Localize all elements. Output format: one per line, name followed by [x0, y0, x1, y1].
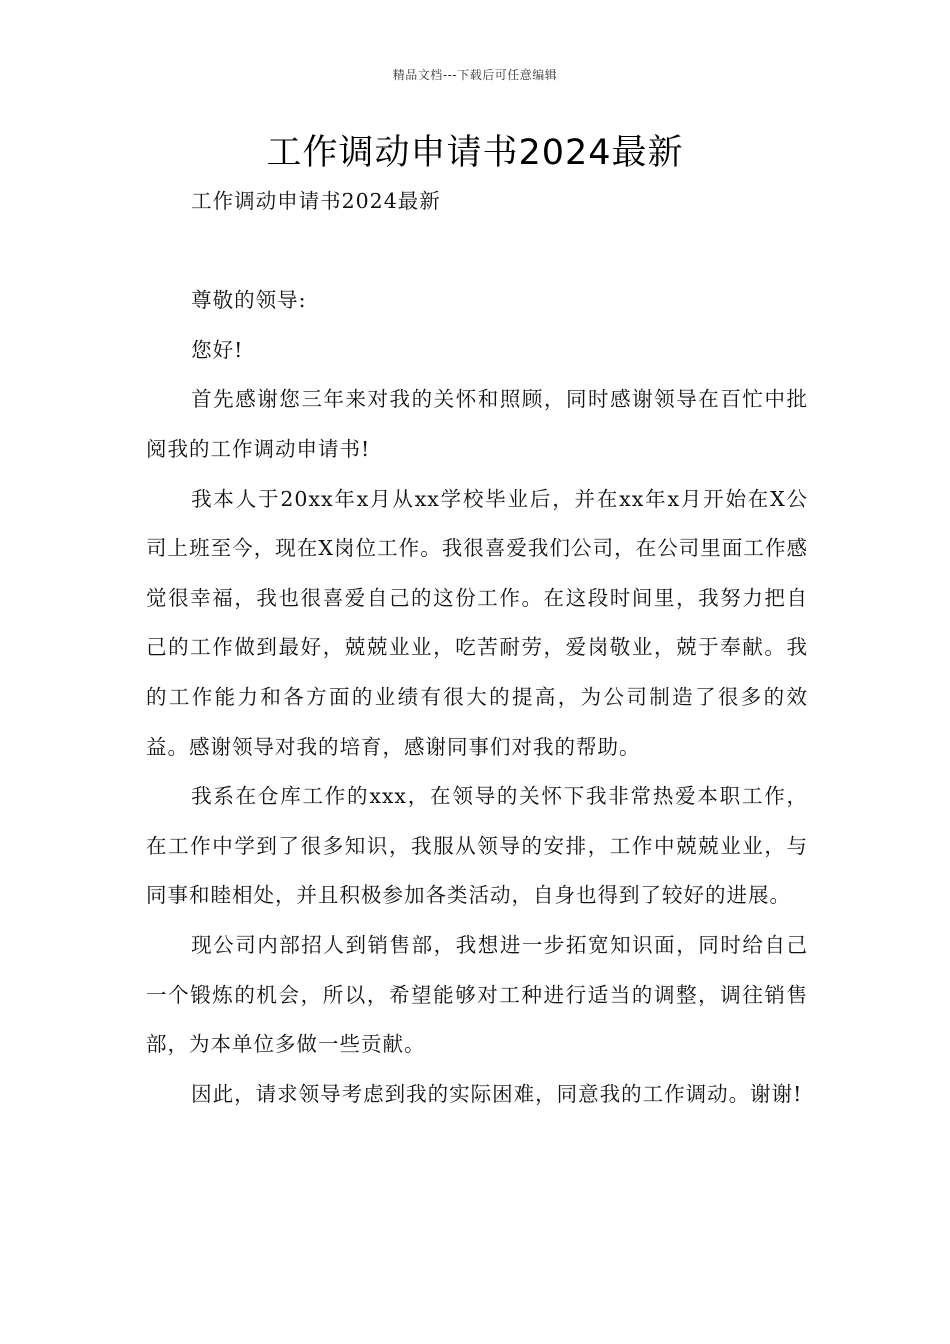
body-paragraph: 我本人于20xx年x月从xx学校毕业后，并在xx年x月开始在X公司上班至今，现在X岗位工作。我很喜爱我们公司，在公司里面工作感觉很幸福，我也很喜爱自己的这份工作。在这段时间里，我努力把自己的工作做到最好，兢兢业业，吃苦耐劳，爱岗敬业，兢于奉献。我的工作能力和各方面的业绩有很大的提高，为公司制造了很多的效益。感谢领导对我的培育，感谢同事们对我的帮助。: [146, 486, 808, 759]
document-body: [146, 177, 808, 1119]
header-note: 精品文档---下载后可任意编辑: [392, 68, 558, 82]
document-title: 工作调动申请书2024最新: [266, 133, 684, 173]
subtitle-paragraph: 工作调动申请书2024最新: [191, 189, 441, 213]
closing-paragraph: 因此，请求领导考虑到我的实际困难，同意我的工作调动。谢谢!: [191, 1081, 803, 1106]
body-paragraph: 我系在仓库工作的xxx，在领导的关怀下我非常热爱本职工作，在工作中学到了很多知识，我服从领导的安排，工作中兢兢业业，与同事和睦相处，并且积极参加各类活动，自身也得到了较好的进展。: [146, 784, 808, 908]
salutation-paragraph: 尊敬的领导:: [191, 288, 307, 313]
body-paragraph: 现公司内部招人到销售部，我想进一步拓宽知识面，同时给自己一个锻炼的机会，所以，希望能够对工种进行适当的调整，调往销售部，为本单位多做一些贡献。: [146, 932, 808, 1057]
body-paragraph: 首先感谢您三年来对我的关怀和照顾，同时感谢领导在百忙中批阅我的工作调动申请书!: [146, 387, 808, 461]
greeting-paragraph: 您好!: [191, 337, 244, 362]
